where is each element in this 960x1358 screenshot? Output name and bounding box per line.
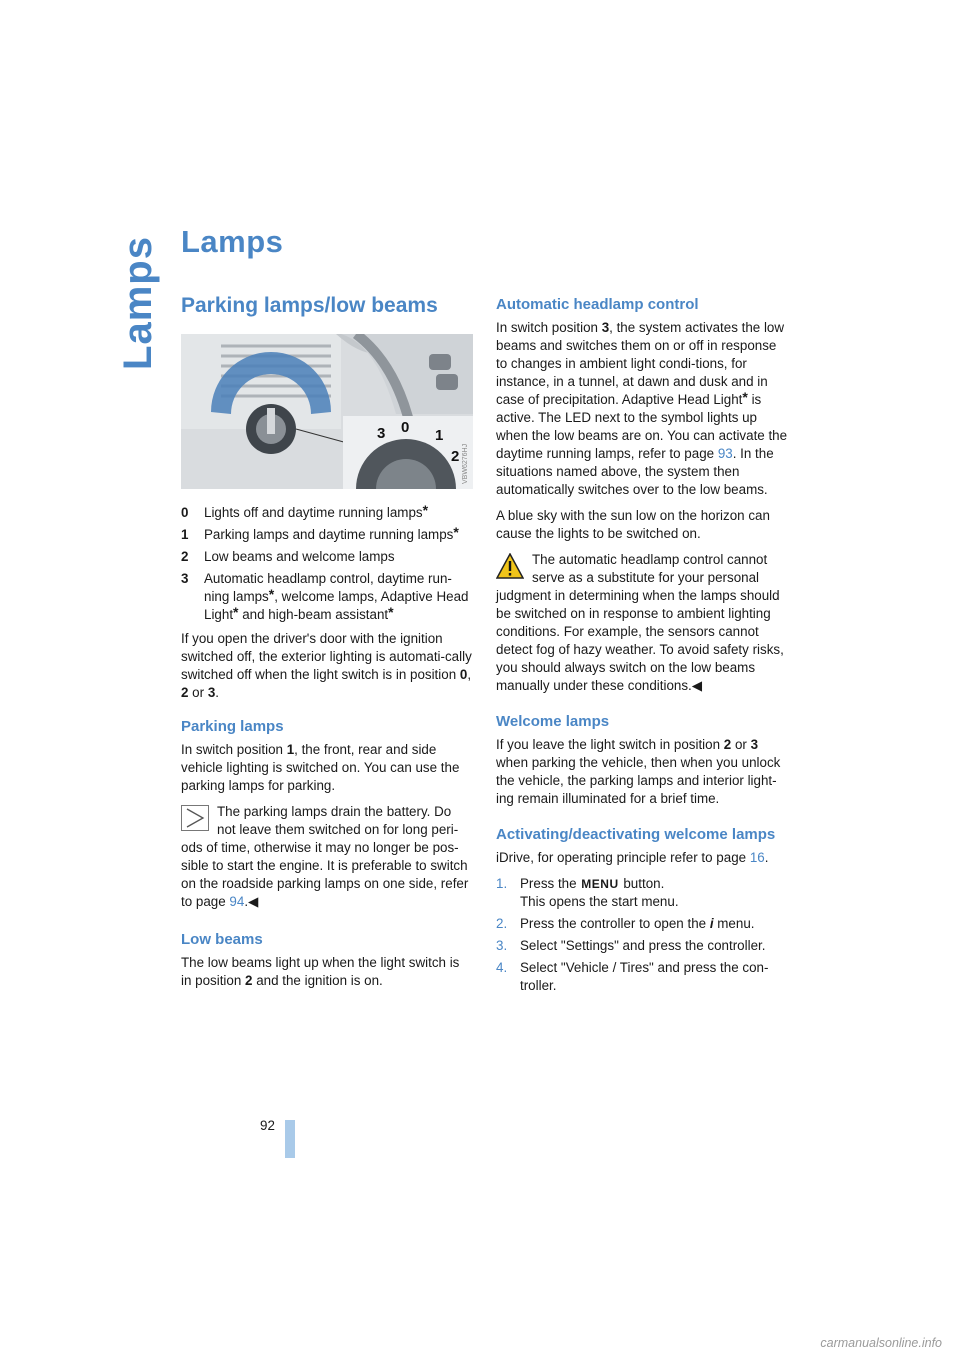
figure-label-1: 1: [435, 427, 444, 444]
info-icon: i: [709, 916, 714, 931]
step-item: 3. Select "Settings" and press the controller.: [496, 938, 766, 953]
step-item: 4. Select "Vehicle / Tires" and press the con-troller.: [496, 960, 769, 993]
page-16-link[interactable]: 16: [749, 850, 765, 865]
blue-sky-paragraph: A blue sky with the sun low on the horizon can cause the lights to be switched on.: [496, 508, 770, 541]
note-icon: [181, 805, 209, 831]
watermark: carmanualsonline.info: [820, 1336, 942, 1350]
section-heading: Parking lamps/low beams: [181, 294, 438, 317]
parking-lamps-paragraph: In switch position 1, the front, rear and side vehicle lighting is switched on. You can use the parking lamps for parking.: [181, 742, 460, 793]
left-column: [181, 292, 473, 998]
right-column: [496, 292, 788, 999]
page-number: 92: [260, 1118, 275, 1133]
figure-label-0: 0: [401, 419, 410, 436]
low-beams-heading: Low beams: [181, 931, 263, 948]
step-item: 1. Press the MENU button. This opens the start menu.: [496, 876, 679, 909]
legend-item: 0 Lights off and daytime running lamps*: [181, 502, 429, 520]
automatic-headlamp-heading: Automatic headlamp control: [496, 296, 699, 313]
step-item: 2. Press the controller to open the i menu.: [496, 916, 755, 931]
figure-label-3: 3: [377, 425, 386, 442]
page-title: Lamps: [181, 224, 284, 259]
automatic-headlamp-paragraph: In switch position 3, the system activates the low beams and switches them on or off in response to changes in ambient light condi-tions, for instance, in a tunnel, at dawn and dusk and in case of precipitation. Adaptive Head Light* is active. The LED next to the symbol lights up when the low beams are on. You can activate the daytime running lamps, refer to page 93. In the situations named above, the system then automatically switches over to the low beams.: [496, 320, 788, 497]
welcome-lamps-paragraph: If you leave the light switch in position 2 or 3 when parking the vehicle, then when you unlock the vehicle, the parking lamps and interior light-ing remain illuminated for a brief time.: [496, 737, 781, 806]
warning-icon: [496, 553, 524, 579]
driver-door-paragraph: If you open the driver's door with the ignition switched off, the exterior lighting is automati-cally switched off when the light switch is in position 0, 2 or 3.: [181, 631, 472, 700]
legend-item: 1 Parking lamps and daytime running lamps*: [181, 524, 459, 542]
idrive-intro: iDrive, for operating principle refer to page 16.: [496, 850, 769, 865]
light-switch-figure: [181, 334, 473, 489]
page-marker-bar: [285, 1120, 295, 1158]
warning-note: The automatic headlamp control cannot serve as a substitute for your personal judgment in determining when the lamps should be switched on in response to ambient lighting conditions. For example, the sensors cannot detect fog of hazy weather. To avoid safety risks, you should always switch on the low beams manually under these conditions.◀: [496, 552, 784, 693]
activating-heading: Activating/deactivating welcome lamps: [496, 826, 776, 843]
figure-code: VBW6276HJ: [462, 443, 469, 484]
welcome-lamps-heading: Welcome lamps: [496, 713, 610, 730]
menu-button-label: MENU: [581, 877, 619, 891]
figure-label-2: 2: [451, 448, 460, 465]
parking-lamps-note: The parking lamps drain the battery. Do not leave them switched on for long peri-ods of time, otherwise it may no longer be pos-sible to start the engine. It is preferable to switch on the roadside parking lamps on one side, refer to page 94.◀: [181, 804, 469, 909]
low-beams-paragraph: The low beams light up when the light switch is in position 2 and the ignition is on.: [181, 955, 460, 988]
page-94-link[interactable]: 94: [229, 894, 245, 909]
side-tab: Lamps: [116, 236, 160, 370]
legend-item: 2 Low beams and welcome lamps: [181, 549, 395, 564]
parking-lamps-heading: Parking lamps: [181, 718, 284, 735]
legend-item: 3 Automatic headlamp control, daytime run-ning lamps*, welcome lamps, Adaptive Head Light* and high-beam assistant*: [181, 571, 469, 622]
page-93-link[interactable]: 93: [717, 446, 733, 461]
steps-list: [496, 875, 788, 995]
switch-legend: [181, 504, 473, 624]
